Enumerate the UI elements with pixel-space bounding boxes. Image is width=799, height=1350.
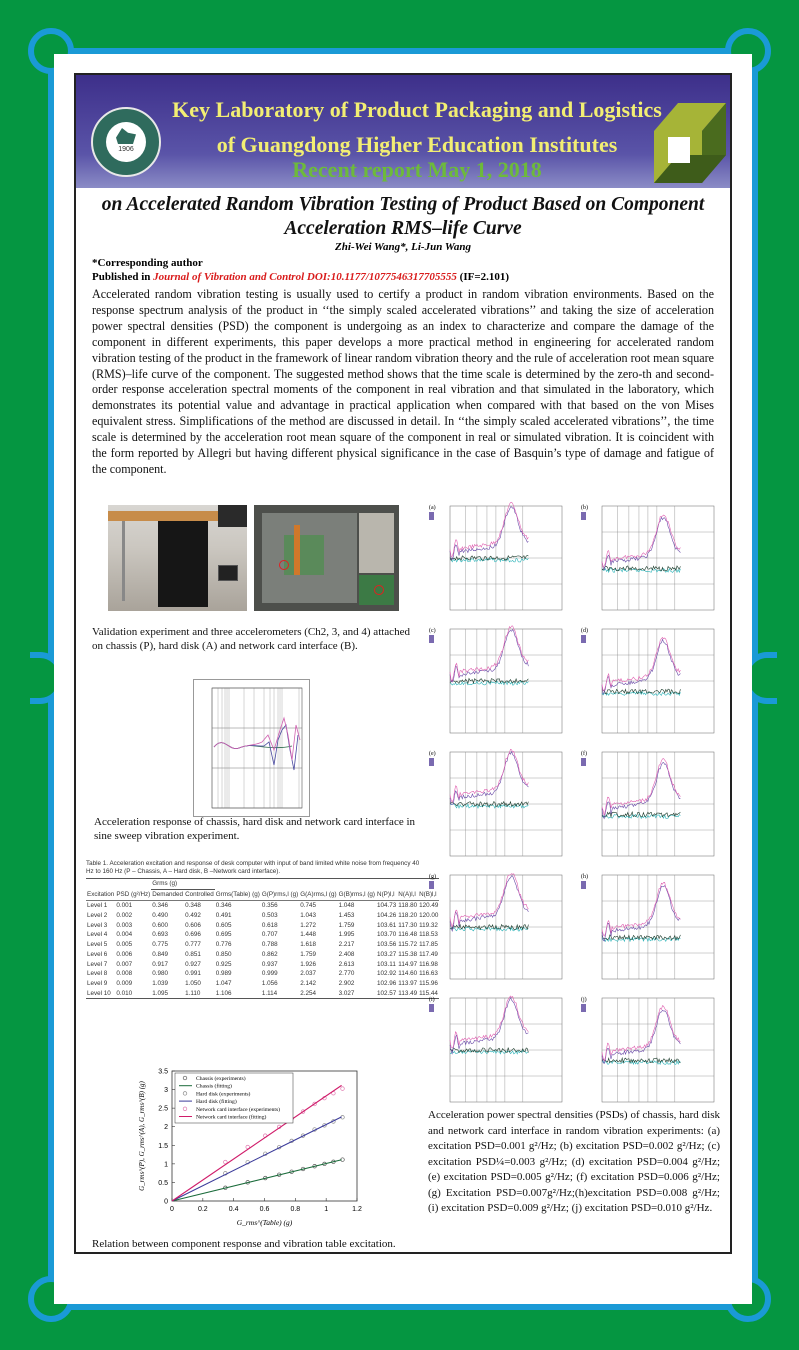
table-cell: 1.048 xyxy=(338,901,355,909)
report-date: Recent report May 1, 2018 xyxy=(292,157,542,182)
table-cell: 0.348 xyxy=(185,901,201,909)
table-row xyxy=(86,920,439,930)
table-cell: 0.490 xyxy=(152,911,169,919)
column-header: PSD (g²/Hz) xyxy=(115,889,151,900)
results-table xyxy=(86,860,439,999)
table-cell: 0.695 xyxy=(215,931,232,939)
table-cell: 0.927 xyxy=(185,960,201,968)
table-cell: 2.770 xyxy=(338,970,355,978)
table-cell: 1.759 xyxy=(300,950,317,958)
published-prefix: Published in xyxy=(92,271,154,283)
table-cell: 0.850 xyxy=(215,950,232,958)
psd-panel xyxy=(580,992,720,1112)
psd-panel-grid xyxy=(428,500,722,1140)
table-cell: 0.999 xyxy=(261,970,278,978)
table-row xyxy=(86,969,439,979)
table-cell: 118.20 xyxy=(398,911,418,919)
table-cell: 0.002 xyxy=(116,911,133,919)
table-cell: Level 1 xyxy=(87,901,108,909)
legend-entry: Hard disk (experiments) xyxy=(196,1091,251,1098)
column-header: N(A)l,l xyxy=(397,889,418,900)
table-cell: 113.49 xyxy=(398,989,418,997)
panel-label: (b) xyxy=(581,505,588,511)
x-tick-label: 1.2 xyxy=(352,1206,362,1213)
experiment-photo-setup xyxy=(108,505,247,611)
psd-panel xyxy=(428,746,568,866)
y-tick-label: 0 xyxy=(164,1198,168,1206)
table-cell: 2.613 xyxy=(338,960,355,968)
authors: Zhi-Wei Wang*, Li-Jun Wang xyxy=(335,241,471,253)
column-header: Excitation xyxy=(86,889,115,900)
impact-factor: (IF=2.101) xyxy=(456,271,510,283)
x-tick-label: 0.6 xyxy=(259,1206,270,1213)
journal-doi-link[interactable]: Journal of Vibration and Control DOI:10.1177/1077546317705555 xyxy=(153,271,457,283)
table-cell: 0.925 xyxy=(215,960,232,968)
table-cell: 0.991 xyxy=(185,970,201,978)
sine-sweep-chart xyxy=(193,679,310,817)
panel-label: (g) xyxy=(429,874,436,880)
table-cell: 1.056 xyxy=(261,980,278,988)
table-cell: 0.788 xyxy=(261,941,278,949)
x-tick-label: 0.8 xyxy=(290,1206,301,1213)
table-cell: Level 2 xyxy=(87,911,108,919)
panel-label: (e) xyxy=(429,751,436,757)
table-cell: 115.72 xyxy=(398,941,418,949)
table-cell: 0.862 xyxy=(261,950,278,958)
table-cell: 116.98 xyxy=(419,960,438,968)
table-cell: 0.851 xyxy=(185,950,201,958)
logo-year: 1906 xyxy=(118,146,134,153)
psd-panel xyxy=(428,869,568,989)
x-tick-label: 0.2 xyxy=(197,1206,208,1213)
table-cell: 0.707 xyxy=(261,931,278,939)
table-header-row xyxy=(86,889,439,900)
table-cell: 0.989 xyxy=(215,970,232,978)
table-cell: 1.047 xyxy=(215,980,232,988)
chart-legend xyxy=(175,1073,293,1123)
table-cell: 2.217 xyxy=(338,941,355,949)
table-cell: 115.44 xyxy=(419,989,438,997)
table-cell: 1.926 xyxy=(300,960,317,968)
table-cell: Level 3 xyxy=(87,921,108,929)
psd-panel xyxy=(428,992,568,1112)
table-row xyxy=(86,930,439,940)
table-cell: 2.902 xyxy=(338,980,355,988)
legend-entry: Chassis (experiments) xyxy=(196,1076,246,1082)
column-header: G(P)rms,l (g) xyxy=(261,889,299,900)
y-tick-label: 3 xyxy=(164,1087,168,1095)
table-cell: 0.010 xyxy=(116,989,133,997)
table-cell: 117.85 xyxy=(419,941,438,949)
table-cell: 1.043 xyxy=(300,911,317,919)
table-cell: 1.618 xyxy=(300,941,317,949)
table-cell: 0.777 xyxy=(185,941,201,949)
table-body xyxy=(86,900,439,999)
table-cell: 103.56 xyxy=(377,941,397,949)
table-cell: 0.492 xyxy=(185,911,201,919)
column-header: N(P)l,l xyxy=(376,889,397,900)
table-row xyxy=(86,989,439,999)
column-header: Grms(Table) (g) xyxy=(215,889,261,900)
psd-panel xyxy=(580,869,720,989)
table-cell: 0.346 xyxy=(215,901,232,909)
table-cell: 1.453 xyxy=(338,911,355,919)
table-cell: 115.38 xyxy=(398,950,418,958)
table-cell: 114.60 xyxy=(398,970,418,978)
table-cell: 0.009 xyxy=(116,980,133,988)
table-cell: 115.96 xyxy=(419,980,438,988)
table-cell: 2.037 xyxy=(300,970,317,978)
table-cell: 103.61 xyxy=(377,921,397,929)
table-cell: Level 7 xyxy=(87,960,108,968)
column-header: Demanded xyxy=(152,891,184,899)
panel-label: (j) xyxy=(581,997,587,1003)
table-cell: 0.005 xyxy=(116,941,133,949)
panel-label: (a) xyxy=(429,505,436,511)
table-cell: 113.97 xyxy=(398,980,418,988)
table-row xyxy=(86,940,439,950)
table-row xyxy=(86,979,439,989)
column-header: G(B)rms,l (g) xyxy=(338,889,376,900)
table-cell: 0.605 xyxy=(215,921,232,929)
table-caption: Table 1. Acceleration excitation and response of desk computer with input of band limited white noise from frequency 40 Hz to 160 Hz (P – Chassis, A – Hard disk, B –Network card interface). xyxy=(86,860,420,875)
psd-panel xyxy=(580,500,720,620)
table-cell: 2.408 xyxy=(338,950,355,958)
table-cell: 0.917 xyxy=(152,960,169,968)
panel-label: (h) xyxy=(581,874,588,880)
psd-panel xyxy=(580,746,720,866)
table-row xyxy=(86,900,439,910)
title-line1: on Accelerated Random Vibration Testing of Product Based on Component xyxy=(101,194,705,215)
table-cell: 0.776 xyxy=(215,941,232,949)
table-cell: Level 5 xyxy=(87,941,108,949)
table-cell: 103.70 xyxy=(377,931,397,939)
table-cell: 1.114 xyxy=(261,989,278,997)
table-cell: 1.995 xyxy=(338,931,355,939)
table-cell: Level 10 xyxy=(87,989,111,997)
table-cell: 117.30 xyxy=(398,921,418,929)
table-cell: 119.32 xyxy=(419,921,438,929)
table-cell: 102.57 xyxy=(377,989,397,997)
table-cell: 103.27 xyxy=(377,950,397,958)
table-cell: 114.97 xyxy=(398,960,418,968)
abstract: Accelerated random vibration testing is usually used to certify a product in random vibration environments. Based on the response spectrum analysis of the product in ‘‘the simply scaled accelerated vibrations’’ and taking the size of acceleration power spectral densities (PSD) the component is undergoing as an index to characterize and compare the damage of the component in different experiments, this paper develops a more practical method in engineering for accelerated random vibration testing of the product in the framework of linear random vibration theory and the rule of acceleration root mean square (RMS)–life curve of the component. The suggested method shows that the time scale is determined by the zero-th and second-order response acceleration spectral moments of the component in real vibration and that simulated in the laboratory, which demonstrates its potential value and advantage in practical application when compared with that based on the von Mises equivalent stress. Simplifications of the method are discussed in detail. In ‘‘the simply scaled accelerated vibrations’’, the time scale is determined by the acceleration root mean square of the component in real or simulated vibration. It is coincident with the form reported by Allegri but having different physical significance in the case of Basquin’s type of damage and fatigue of the component. xyxy=(92,287,714,476)
table-row xyxy=(86,959,439,969)
table-cell: 1.448 xyxy=(300,931,317,939)
table-cell: 0.004 xyxy=(116,931,133,939)
table-cell: 2.254 xyxy=(300,989,317,997)
experiment-photo-accelerometers xyxy=(254,505,399,611)
table-cell: 0.006 xyxy=(116,950,133,958)
legend-entry: Chassis (fitting) xyxy=(196,1083,232,1090)
table-cell: 2.142 xyxy=(300,980,317,988)
column-header: Controlled xyxy=(185,891,214,899)
cube-logo-icon xyxy=(654,103,726,183)
table-cell: 0.937 xyxy=(261,960,278,968)
lab-name-line1: Key Laboratory of Product Packaging and Logistics xyxy=(172,97,662,122)
table-cell: 120.00 xyxy=(419,911,439,919)
title-line2: Acceleration RMS–life Curve xyxy=(284,218,522,239)
table-cell: 102.92 xyxy=(377,970,397,978)
table-cell: 0.696 xyxy=(185,931,201,939)
table-cell: 118.80 xyxy=(398,901,418,909)
table-cell: 103.11 xyxy=(377,960,396,968)
table-cell: 0.003 xyxy=(116,921,133,929)
y-tick-label: 2 xyxy=(164,1124,168,1132)
psd-panel xyxy=(428,623,568,743)
psd-panel xyxy=(428,500,568,620)
table-cell: 0.008 xyxy=(116,970,133,978)
table-cell: 1.759 xyxy=(338,921,355,929)
column-header: G(A)rms,l (g) xyxy=(299,889,337,900)
table-cell: 0.849 xyxy=(152,950,169,958)
table-cell: 1.039 xyxy=(152,980,169,988)
psd-panel xyxy=(580,623,720,743)
y-tick-label: 3.5 xyxy=(158,1068,168,1076)
table-cell: 104.73 xyxy=(377,901,397,909)
table-cell: 102.96 xyxy=(377,980,397,988)
table-cell: Level 9 xyxy=(87,980,108,988)
table-cell: 116.63 xyxy=(419,970,438,978)
sweep-caption: Acceleration response of chassis, hard disk and network card interface in sine sweep vibration experiment. xyxy=(94,816,416,842)
panel-label: (i) xyxy=(429,997,435,1003)
legend-entry: Network card interface (fitting) xyxy=(196,1114,267,1121)
table-cell: Level 4 xyxy=(87,931,108,939)
poster-content xyxy=(74,73,732,1254)
table-cell: 1.106 xyxy=(215,989,232,997)
x-tick-label: 0.4 xyxy=(228,1206,239,1213)
column-header: N(B)l,l xyxy=(418,889,439,900)
paper-title xyxy=(76,193,730,241)
lab-name-line2: of Guangdong Higher Education Institutes xyxy=(216,132,618,157)
table-cell: 104.26 xyxy=(377,911,397,919)
panel-label: (d) xyxy=(581,628,588,634)
table-cell: 0.007 xyxy=(116,960,133,968)
y-tick-label: 1.5 xyxy=(158,1142,168,1150)
table-cell: 1.095 xyxy=(152,989,169,997)
y-tick-label: 1 xyxy=(164,1161,168,1169)
panel-label: (f) xyxy=(581,751,587,757)
table-cell: 0.600 xyxy=(152,921,169,929)
table-cell: 118.53 xyxy=(419,931,438,939)
psd-caption: Acceleration power spectral densities (PSDs) of chassis, hard disk and network card interface in random vibration experiments: (a) excitation PSD=0.001 g²/Hz; (b) excitation PSD=0.002 g²/Hz; (c) excitation PSD¼=0.003 g²/Hz; (d) excitation PSD=0.004 g²/Hz; (e) excitation PSD=0.005 g²/Hz; (f) excitation PSD=0.006 g²/Hz; (g) Excitation PSD=0.007g²/Hz;(h)excitation PSD=0.008 g²/Hz; (i) excitation PSD=0.009 g²/Hz; (j) excitation PSD=0.010 g²/Hz. xyxy=(428,1109,720,1214)
x-tick-label: 1 xyxy=(324,1206,329,1213)
table-cell: 0.693 xyxy=(152,931,169,939)
grms-group-header: Grms (g) xyxy=(151,879,215,890)
table-cell: 0.356 xyxy=(261,901,278,909)
x-axis-label: G_rms^(Table) (g) xyxy=(236,1218,293,1227)
y-tick-label: 0.5 xyxy=(158,1179,168,1187)
publication-line xyxy=(92,271,509,283)
table-cell: 0.606 xyxy=(185,921,201,929)
header-banner xyxy=(76,75,730,188)
table-cell: 0.980 xyxy=(152,970,169,978)
table-cell: 0.346 xyxy=(152,901,169,909)
table-cell: 0.745 xyxy=(300,901,317,909)
table-cell: 3.027 xyxy=(338,989,355,997)
x-tick-label: 0 xyxy=(170,1206,174,1213)
table-row xyxy=(86,949,439,959)
relation-caption: Relation between component response and vibration table excitation. xyxy=(92,1238,396,1250)
table-row xyxy=(86,910,439,920)
table-cell: 117.49 xyxy=(419,950,438,958)
table-cell: Level 6 xyxy=(87,950,108,958)
table-cell: 1.272 xyxy=(300,921,317,929)
table-cell: 0.491 xyxy=(215,911,232,919)
panel-label: (c) xyxy=(429,628,436,634)
table-cell: Level 8 xyxy=(87,970,108,978)
legend-entry: Hard disk (fitting) xyxy=(196,1099,237,1106)
y-tick-label: 2.5 xyxy=(158,1105,168,1113)
table-cell: 1.050 xyxy=(185,980,201,988)
table-cell: 120.49 xyxy=(419,901,439,909)
table-cell: 0.503 xyxy=(261,911,278,919)
table-cell: 0.618 xyxy=(261,921,278,929)
table-cell: 1.110 xyxy=(185,989,201,997)
corresponding-note: *Corresponding author xyxy=(92,257,203,269)
table-cell: 0.001 xyxy=(116,901,133,909)
y-axis-label: G_rms^(P), G_rms^(A), G_rms^(B) (g) xyxy=(138,1081,146,1191)
legend-entry: Network card interface (experiments) xyxy=(196,1106,281,1113)
table-cell: 116.48 xyxy=(398,931,418,939)
relation-chart xyxy=(132,1065,377,1235)
table-cell: 0.775 xyxy=(152,941,169,949)
photo-caption: Validation experiment and three accelerometers (Ch2, 3, and 4) attached on chassis (P), hard disk (A) and network card interface (B). xyxy=(92,626,410,652)
